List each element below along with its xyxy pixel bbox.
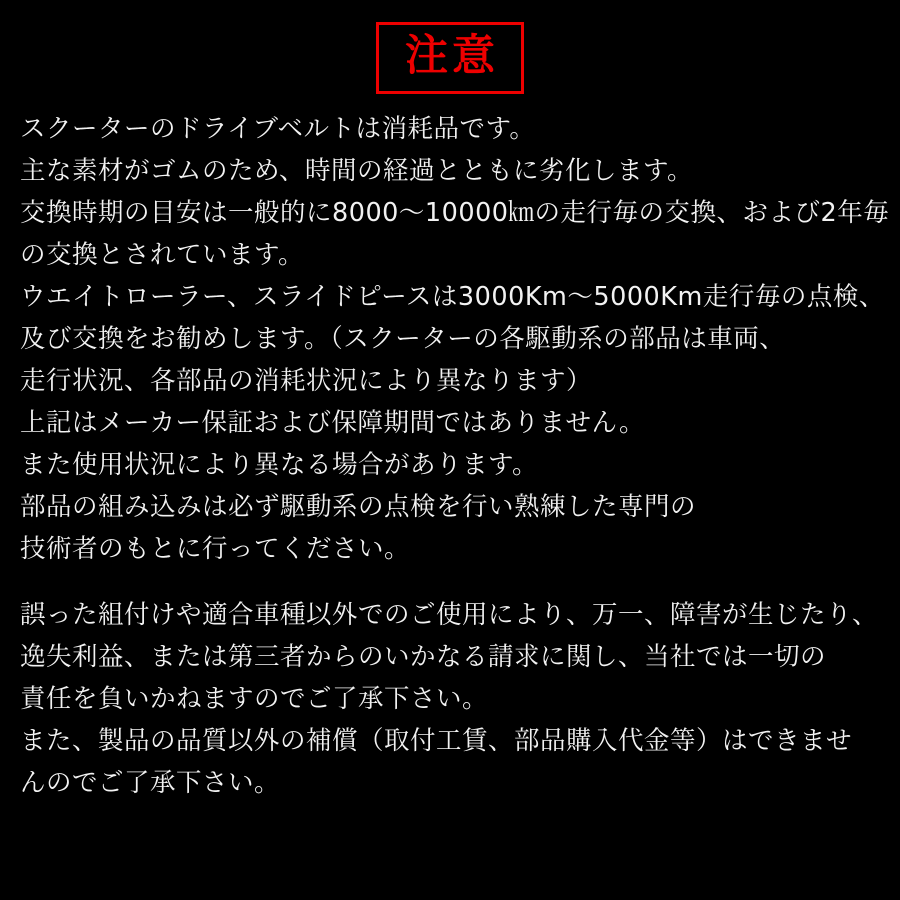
text-line: 交換時期の目安は一般的に8000〜10000㎞の走行毎の交換、および2年毎 xyxy=(20,198,890,228)
text-line: 誤った組付けや適合車種以外でのご使用により、万一、障害が生じたり、 xyxy=(20,600,879,630)
text-line: 主な素材がゴムのため、時間の経過とともに劣化します。 xyxy=(20,156,693,186)
notice-body xyxy=(0,108,900,804)
text-line: 部品の組み込みは必ず駆動系の点検を行い熟練した専門の xyxy=(20,492,697,522)
text-line: 責任を負いかねますのでご了承下さい。 xyxy=(20,684,489,714)
text-line: 技術者のもとに行ってください。 xyxy=(20,534,411,564)
text-line: 走行状況、各部品の消耗状況により異なります） xyxy=(20,366,593,396)
paragraph-spacer xyxy=(20,570,882,594)
paragraph-maintenance xyxy=(20,108,890,570)
text-line: 逸失利益、または第三者からのいかなる請求に関し、当社では一切の xyxy=(20,642,827,672)
notice-heading-box: 注意 xyxy=(376,22,524,94)
notice-header xyxy=(0,0,900,108)
text-line: んのでご了承下さい。 xyxy=(20,768,281,798)
text-line: ウエイトローラー、スライドピースは3000Km〜5000Km走行毎の点検、 xyxy=(20,282,885,312)
text-line: 及び交換をお勧めします。（スクーターの各駆動系の部品は車両、 xyxy=(20,324,786,354)
text-line: の交換とされています。 xyxy=(20,240,304,270)
text-line: また、製品の品質以外の補償（取付工賃、部品購入代金等）はできませ xyxy=(20,726,853,756)
text-line: また使用状況により異なる場合があります。 xyxy=(20,450,538,480)
paragraph-disclaimer xyxy=(20,594,882,804)
text-line: スクーターのドライブベルトは消耗品です。 xyxy=(20,114,536,144)
text-line: 上記はメーカー保証および保障期間ではありません。 xyxy=(20,408,646,438)
